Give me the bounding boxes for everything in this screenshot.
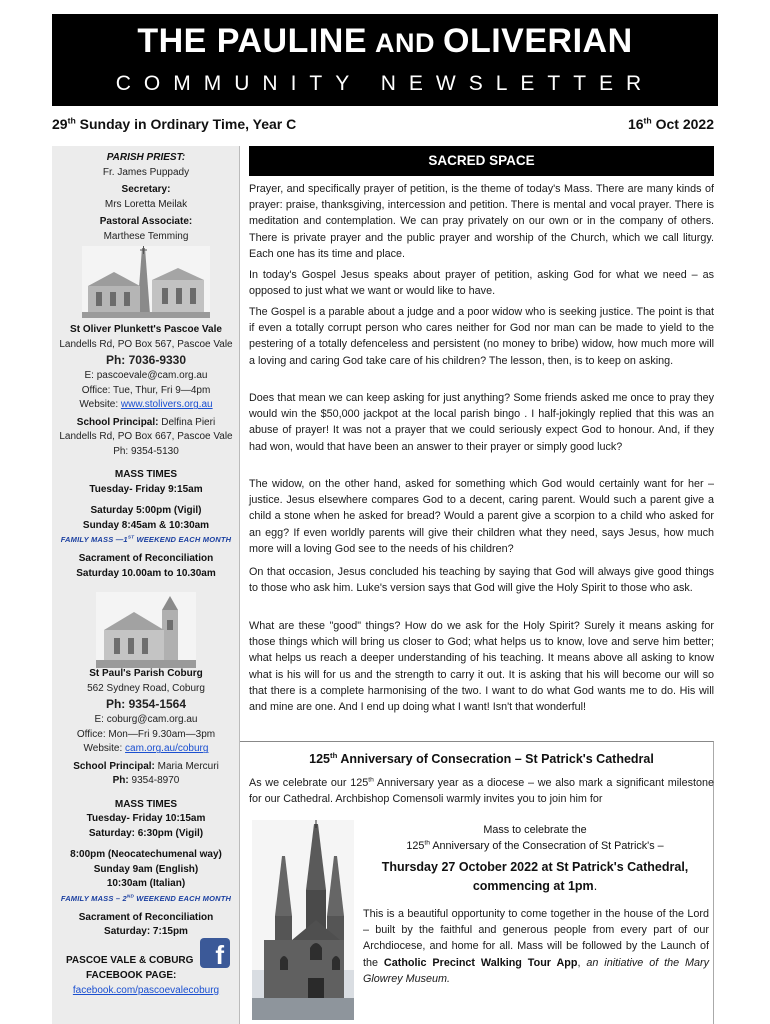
event-date-line: Thursday 27 October 2022 at St Patrick's Cathedral, bbox=[381, 860, 689, 874]
st-paul-mass-weekday: Tuesday- Friday 10:15am bbox=[86, 813, 206, 825]
event-time-line: commencing at 1pm. bbox=[472, 879, 598, 893]
anniversary-mass-lines bbox=[360, 822, 710, 854]
st-paul-office-hours: Office: Mon—Fri 9.30am—3pm bbox=[76, 728, 216, 740]
st-paul-mass-vigil: Saturday: 6:30pm (Vigil) bbox=[88, 827, 204, 839]
facebook-icon[interactable]: f bbox=[200, 938, 230, 968]
mass-line-1: Mass to celebrate the bbox=[483, 824, 587, 836]
st-oliver-mass-label: MASS TIMES bbox=[114, 469, 178, 481]
newsletter-subtitle: COMMUNITY NEWSLETTER bbox=[115, 72, 655, 95]
st-oliver-school: School Principal: Delfina Pieri bbox=[76, 416, 216, 428]
st-paul-mass-sunday-italian: 10:30am (Italian) bbox=[106, 878, 186, 890]
st-paul-mass-sunday-english: Sunday 9am (English) bbox=[93, 863, 199, 875]
parish-priest-label: PARISH PRIEST: bbox=[106, 152, 186, 163]
st-paul-address: 562 Sydney Road, Coburg bbox=[87, 682, 205, 694]
st-oliver-mass-sunday: Sunday 8:45am & 10:30am bbox=[82, 519, 210, 531]
st-paul-email: E: coburg@cam.org.au bbox=[94, 714, 198, 726]
st-paul-reconciliation-label: Sacrament of Reconciliation bbox=[78, 911, 214, 923]
masthead bbox=[52, 14, 718, 106]
st-paul-school: School Principal: Maria Mercuri bbox=[73, 760, 219, 772]
sacred-para-3: The Gospel is a parable about a judge and a poor widow who is seeking justice. The point is that if even a totally corrupt person who cares neither for God nor man can be made to yield to the pestering of a totally defenceless and persistent (no money to bribe) widow, how much more will a loving and caring God take care of his children? The lesson, then, is to keep on asking. bbox=[249, 306, 714, 367]
st-oliver-school-address: Landells Rd, PO Box 667, Pascoe Vale bbox=[59, 431, 233, 443]
st-paul-block bbox=[52, 667, 240, 940]
st-oliver-website-link[interactable]: www.stolivers.org.au bbox=[120, 399, 213, 411]
parish-priest-name: Fr. James Puppady bbox=[102, 166, 190, 178]
anniversary-closing: This is a beautiful opportunity to come together in the house of the Lord – built by the faithful and generous people from every part of our Archdiocese, and home for all. Mass will be followed by the Launch of the Catholic Precinct Walking Tour App, an initiative of the Mary Glowrey Museum. bbox=[363, 908, 710, 985]
st-oliver-school-phone: Ph: 9354-5130 bbox=[113, 445, 179, 457]
st-oliver-address: Landells Rd, PO Box 567, Pascoe Vale bbox=[59, 338, 233, 350]
st-paul-school-phone: Ph: 9354-8970 bbox=[112, 775, 180, 787]
st-paul-name: St Paul's Parish Coburg bbox=[89, 668, 203, 679]
sacred-para-6: On that occasion, Jesus concluded his teaching by saying that God will always give good things to those who ask him. Luke's version says that God will give the Holy Spirit to those who ask. bbox=[249, 566, 714, 595]
clergy-block bbox=[52, 151, 240, 244]
secretary-name: Mrs Loretta Meilak bbox=[104, 198, 188, 210]
sidebar bbox=[52, 146, 240, 1024]
st-oliver-name: St Oliver Plunkett's Pascoe Vale bbox=[70, 324, 222, 335]
newsletter-title bbox=[52, 22, 718, 61]
sacred-para-7: What are these "good" things? How do we ask for the Holy Spirit? Surely it means asking for those things which will bring us closer to God; what helps us to know, love and serve him better; what helps us reach a deeper understanding of his teaching. It means above all asking to know what is his will for us and the strength to carry it out. It is asking that his will become our will so that there is a complete harmonising of the two. I want to do what God wants me to do. His will and mine are one. And I end up doing what I want! Isn't that wonderful! bbox=[249, 620, 714, 714]
st-oliver-office-hours: Office: Tue, Thur, Fri 9—4pm bbox=[81, 384, 211, 396]
facebook-block bbox=[66, 954, 206, 983]
st-paul-mass-neocatechumenal: 8:00pm (Neocatechumenal way) bbox=[70, 849, 222, 861]
st-paul-website: Website: cam.org.au/coburg bbox=[83, 743, 209, 755]
st-paul-mass-label: MASS TIMES bbox=[114, 798, 178, 810]
calendar-date: 16th Oct 2022 bbox=[627, 115, 714, 132]
pastoral-name: Marthese Temming bbox=[103, 230, 189, 242]
anniversary-heading: 125th Anniversary of Consecration – St Patrick's Cathedral bbox=[309, 750, 654, 766]
title-and: AND bbox=[375, 28, 436, 58]
st-oliver-block bbox=[52, 323, 240, 581]
dateline bbox=[52, 116, 718, 136]
facebook-link-row bbox=[52, 984, 240, 999]
st-paul-phone: Ph: 9354-1564 bbox=[105, 697, 187, 711]
st-oliver-mass-vigil: Saturday 5:00pm (Vigil) bbox=[90, 505, 202, 517]
st-oliver-website: Website: www.stolivers.org.au bbox=[79, 399, 213, 411]
pastoral-label: Pastoral Associate: bbox=[99, 216, 193, 227]
sacred-space-banner: SACRED SPACE bbox=[249, 146, 714, 176]
title-pauline: THE PAULINE bbox=[137, 22, 368, 60]
sacred-para-2: In today's Gospel Jesus speaks about prayer of petition, asking God for what we need – as opposed to just what we want or would like to have. bbox=[249, 269, 714, 298]
secretary-label: Secretary: bbox=[121, 184, 171, 195]
mass-line-2: 125th Anniversary of the Consecration of St Patrick's – bbox=[406, 839, 664, 852]
st-paul-website-link[interactable]: cam.org.au/coburg bbox=[125, 743, 209, 755]
st-oliver-reconciliation-time: Saturday 10.00am to 10.30am bbox=[76, 567, 216, 579]
sacred-para-5: The widow, on the other hand, asked for something which God would certainly want for her – justice. Jesus elsewhere compares God to a decent, caring parent. Would such a parent give a child a stone when he asked for bread? Would a parent give a scorpion to a child who asked for an egg? If even worldly parents will give their children what they need, says Jesus, how much more will a loving God see to the needs of his children? bbox=[249, 478, 714, 555]
st-paul-church-image bbox=[96, 592, 196, 668]
st-oliver-church-image bbox=[82, 246, 210, 318]
st-paul-family-mass: FAMILY MASS – 2ND WEEKEND EACH MONTH bbox=[60, 893, 232, 903]
st-oliver-mass-weekday: Tuesday- Friday 9:15am bbox=[89, 483, 203, 495]
liturgical-date: 29th Sunday in Ordinary Time, Year C bbox=[52, 115, 297, 132]
facebook-label-line2: FACEBOOK PAGE: bbox=[86, 969, 177, 981]
st-patricks-cathedral-image bbox=[252, 820, 354, 1020]
anniversary-event bbox=[360, 858, 710, 896]
sacred-para-4: Does that mean we can keep asking for just anything? Some friends asked me once to pray they would win the $50,000 jackpot at the local parish bingo . I half-jokingly replied that this was an abuse of prayer! It was not a prayer that we could seriously expect God to honour. And, if they had won, would that have been an answer to their prayer or simply good luck? bbox=[249, 392, 714, 453]
facebook-page-link[interactable]: facebook.com/pascoevalecoburg bbox=[72, 985, 220, 996]
st-oliver-email: E: pascoevale@cam.org.au bbox=[84, 370, 208, 382]
st-oliver-reconciliation-label: Sacrament of Reconciliation bbox=[78, 553, 214, 565]
sacred-para-1: Prayer, and specifically prayer of petition, is the theme of today's Mass. There are many kinds of prayer: praise, thanksgiving, intercession and petition. There is mental and vocal prayer. There is meditation and contemplation. We can pray privately on our own or in the company of others. There is private prayer and the public prayer and worship of the Church, which we call liturgy. Each one has its time and place. bbox=[249, 183, 714, 260]
title-oliverian: OLIVERIAN bbox=[443, 22, 633, 60]
st-paul-reconciliation-time: Saturday: 7:15pm bbox=[104, 926, 188, 938]
facebook-label-line1: PASCOE VALE & COBURG bbox=[66, 955, 194, 966]
anniversary-intro: As we celebrate our 125th Anniversary year as a diocese – we also mark a significant milestone for our Cathedral. Archbishop Comensoli warmly invites you to join him for bbox=[249, 776, 714, 806]
st-oliver-phone: Ph: 7036-9330 bbox=[105, 353, 187, 367]
st-oliver-family-mass: FAMILY MASS —1ST WEEKEND EACH MONTH bbox=[60, 534, 232, 545]
